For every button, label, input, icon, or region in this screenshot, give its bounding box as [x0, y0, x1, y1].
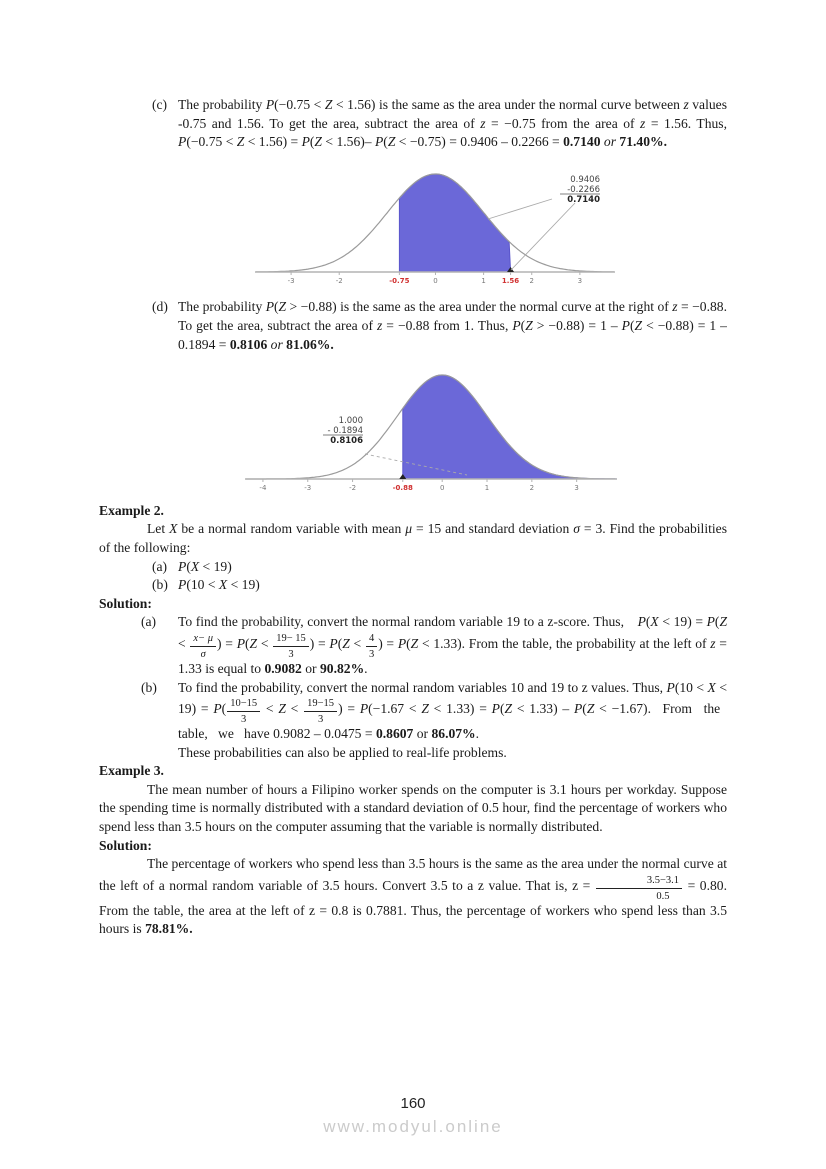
- text-run: < 1.56) =: [244, 134, 302, 150]
- axis-tick-label-red: -0.75: [389, 276, 410, 285]
- axis-tick-label: -3: [287, 276, 295, 285]
- example2-solution-label: Solution:: [99, 595, 152, 611]
- text-run: > −0.88) is the same as the area under the normal curve at the right of: [286, 299, 673, 315]
- example2-sub-a-text: [178, 559, 232, 574]
- text-run: Z: [504, 701, 513, 717]
- text-run: < −1.67). From the table, we have 0.9082 – 0.0475 =: [178, 701, 727, 742]
- text-run: P: [666, 679, 675, 695]
- item-c-text: [178, 97, 727, 149]
- text-run: (: [383, 134, 388, 150]
- text-run: (: [186, 558, 191, 574]
- text-run: 0.9082: [264, 660, 302, 676]
- text-run: P: [265, 97, 275, 112]
- example2-sub-a-label: (a): [152, 558, 168, 574]
- axis-tick-label: 0: [433, 276, 438, 285]
- text-run: < 19) =: [178, 679, 727, 717]
- text-run: (−1.67 <: [368, 701, 422, 717]
- text-run: Z: [421, 701, 429, 717]
- leader-line: [488, 199, 552, 219]
- text-run: z: [710, 635, 716, 651]
- text-run: (10 <: [186, 577, 219, 593]
- text-run: = 1.56. Thus,: [645, 115, 727, 131]
- text-run: = 0.80. From the table, the area at the left of z = 0.8 is 0.7881. Thus, the percentage of workers who spend less than 3.5 hours is: [99, 877, 727, 937]
- text-run: Z: [719, 614, 727, 630]
- text-run: X: [650, 614, 659, 630]
- text-run: P: [491, 701, 500, 717]
- axis-tick-label: 1: [481, 276, 486, 285]
- fraction-numerator: 10−15: [227, 697, 260, 712]
- shaded-area: [403, 375, 617, 479]
- text-run: Let: [147, 521, 170, 537]
- text-run: or: [301, 660, 320, 676]
- fraction-denominator: σ: [200, 648, 206, 660]
- text-run: (: [645, 614, 651, 630]
- annotation-value: 0.9406: [570, 174, 600, 185]
- text-run: ) =: [309, 635, 330, 651]
- text-run: X: [169, 521, 178, 537]
- text-run: P: [573, 701, 583, 717]
- text-run: Z: [278, 299, 287, 315]
- axis-tick-label: 3: [577, 276, 583, 285]
- text-run: P: [213, 701, 222, 717]
- text-run: <: [257, 635, 273, 651]
- normal-curve-chart-between-svg: [255, 170, 615, 285]
- fraction-numerator: 3.5−3.1: [596, 874, 682, 889]
- text-run: z: [480, 115, 486, 131]
- text-run: = −0.88. To get the area, subtract the area of: [178, 299, 727, 333]
- text-run: Z: [525, 317, 533, 333]
- example2-solution-b-text: [178, 680, 727, 742]
- text-run: or: [603, 134, 616, 150]
- text-run: < 19) =: [658, 614, 707, 630]
- normal-curve-chart-right-svg: [245, 368, 617, 492]
- text-run: (: [499, 701, 505, 717]
- paragraph-item-d: [99, 298, 727, 354]
- axis-tick-label: -3: [304, 484, 312, 493]
- axis-tick-label: 2: [529, 276, 534, 285]
- text-run: < 1.33). From the table, the probability at the left of: [418, 635, 711, 651]
- text-run: <: [178, 635, 190, 651]
- text-run: < 19): [199, 558, 232, 574]
- annotation-value: 0.8106: [330, 436, 363, 447]
- text-run: = 3. Find the probabilities of the following:: [99, 521, 727, 555]
- text-run: P: [397, 635, 407, 651]
- text-run: P: [301, 134, 310, 150]
- text-run: The probability: [178, 299, 266, 315]
- text-run: ) =: [217, 635, 237, 651]
- text-run: z: [683, 97, 689, 112]
- text-run: (: [221, 701, 227, 717]
- text-run: P: [706, 614, 715, 630]
- fraction: [596, 874, 682, 902]
- fraction-denominator: 3: [368, 648, 375, 660]
- fraction-numerator: 19− 15: [273, 632, 309, 647]
- text-run: .: [364, 660, 368, 676]
- fraction-numerator: x− μ: [190, 632, 216, 647]
- fraction-numerator: 19−15: [304, 697, 337, 712]
- text-run: (: [520, 317, 526, 333]
- text-run: P: [359, 701, 369, 717]
- axis-tick-label: 0: [439, 484, 445, 493]
- text-run: P: [178, 577, 187, 593]
- text-run: To find the probability, convert the normal random variables 10 and 19 to z values. Thus,: [178, 679, 667, 695]
- example2-sub-b-text: [178, 577, 260, 592]
- text-run: X: [707, 679, 716, 695]
- text-run: P: [637, 614, 646, 630]
- example2-solution-a-label: (a): [141, 614, 157, 630]
- text-run: Z: [342, 635, 350, 651]
- text-run: Z: [410, 635, 419, 651]
- text-run: < −0.88) = 1 – 0.1894 =: [178, 317, 727, 352]
- text-run: < 19): [227, 577, 260, 593]
- text-run: (: [309, 134, 315, 150]
- example2-solution-a-text: [178, 614, 727, 676]
- text-run: Z: [387, 134, 396, 150]
- fraction-denominator: 3: [288, 648, 294, 660]
- normal-curve-chart-right: [245, 368, 727, 498]
- example2-intro: [99, 520, 727, 557]
- example3-paragraph: [99, 781, 727, 837]
- text-run: values -0.75 and 1.56. To get the area, subtract the area of: [178, 97, 727, 131]
- axis-tick-label: 1: [484, 484, 490, 493]
- fraction-denominator: 0.5: [656, 890, 670, 902]
- example2-heading: Example 2.: [99, 502, 164, 518]
- text-run: < 1.56) is the same as the area under the normal curve between: [332, 97, 684, 112]
- text-run: = −0.88 from 1. Thus,: [382, 317, 513, 333]
- text-run: 0.7140: [563, 134, 601, 150]
- text-run: <: [285, 701, 304, 717]
- text-run: < 1.33) =: [428, 701, 492, 717]
- axis-tick-label-red: -0.88: [392, 484, 413, 493]
- text-run: P: [236, 635, 245, 651]
- text-run: .: [475, 726, 480, 742]
- annotation-value: 0.7140: [567, 194, 600, 205]
- text-run: The mean number of hours a Filipino worker spends on the computer is 3.1 hours per workday. Suppose the spending time is normally distributed with a standard deviation of 0.5 hour, find the percentage of workers who spend less than 3.5 hours on the computer assuming that the variable is normally distributed.: [99, 781, 727, 835]
- text-run: P: [178, 134, 187, 150]
- text-run: or: [270, 336, 283, 352]
- axis-tick-label: -2: [335, 276, 343, 285]
- axis-tick-label: -2: [349, 484, 357, 493]
- example3-solution-label: Solution:: [99, 837, 152, 853]
- text-run: Z: [314, 134, 322, 150]
- text-run: σ: [573, 521, 580, 537]
- text-run: z: [672, 299, 678, 315]
- example3-solution-text: [99, 855, 727, 939]
- item-c-label: (c): [152, 97, 168, 112]
- example2-note: [99, 744, 727, 763]
- fraction-denominator: 3: [317, 714, 324, 726]
- text-run: 71.40%.: [619, 134, 667, 150]
- page-content: [99, 96, 727, 939]
- example3-heading: Example 3.: [99, 763, 164, 779]
- text-run: The probability: [178, 97, 266, 112]
- example2-sub-b-label: (b): [152, 577, 168, 593]
- axis-tick-label: -4: [259, 484, 267, 493]
- item-d-text: [178, 299, 727, 351]
- text-run: P: [329, 635, 338, 651]
- text-run: Z: [249, 635, 258, 651]
- text-run: (: [337, 635, 343, 651]
- annotation-value: -0.2266: [567, 184, 600, 195]
- text-run: = 15 and standard deviation: [412, 521, 574, 537]
- axis-tick-label-red: 1.56: [501, 276, 520, 285]
- example2-solution-b: [99, 679, 727, 744]
- fraction: [304, 697, 337, 725]
- item-d-label: (d): [152, 299, 168, 315]
- example2-solution-b-label: (b): [141, 679, 157, 695]
- text-run: = 1.33 is equal to: [178, 635, 727, 676]
- text-run: z: [640, 115, 646, 131]
- text-run: X: [218, 577, 228, 593]
- text-run: X: [190, 558, 200, 574]
- text-run: or: [413, 726, 432, 742]
- text-run: 86.07%: [431, 726, 476, 742]
- text-run: 0.8106: [229, 336, 268, 352]
- text-run: P: [265, 299, 275, 315]
- example2-sub-a: [99, 558, 727, 577]
- text-run: (10 <: [674, 679, 708, 695]
- example2-solution-a: [99, 613, 727, 678]
- example2-sub-b: [99, 576, 727, 595]
- watermark: www.modyul.online: [323, 1117, 503, 1136]
- fraction: [190, 632, 216, 660]
- text-run: (: [714, 614, 720, 630]
- text-run: μ: [405, 521, 413, 537]
- text-run: < −0.75) = 0.9406 – 0.2266 =: [395, 134, 564, 150]
- text-run: Z: [324, 97, 333, 112]
- text-run: (: [629, 317, 635, 333]
- annotation-value: 1.000: [338, 416, 363, 427]
- text-run: 81.06%.: [286, 336, 334, 352]
- text-run: 0.8607: [375, 726, 414, 742]
- text-run: (: [406, 635, 411, 651]
- text-run: z: [376, 317, 383, 333]
- text-run: < 1.56)–: [321, 134, 375, 150]
- text-run: Z: [236, 134, 245, 150]
- text-run: Z: [586, 701, 595, 717]
- shaded-area: [399, 174, 510, 272]
- text-run: (: [245, 635, 250, 651]
- text-run: (: [582, 701, 587, 717]
- leader-line: [511, 203, 575, 270]
- text-run: These probabilities can also be applied to real-life problems.: [178, 744, 507, 760]
- axis-tick-label: 2: [529, 484, 535, 493]
- text-run: = −0.75 from the area of: [485, 115, 641, 131]
- text-run: <: [261, 701, 279, 717]
- axis-tick-label: 3: [574, 484, 579, 493]
- text-run: P: [621, 317, 630, 333]
- page-number: 160: [400, 1095, 426, 1112]
- text-run: P: [374, 134, 384, 150]
- annotation-value: - 0.1894: [327, 426, 363, 437]
- text-run: 90.82%: [319, 660, 365, 676]
- text-run: ) =: [378, 635, 398, 651]
- text-run: < 1.33) –: [512, 701, 574, 717]
- text-run: (−0.75 <: [186, 134, 237, 150]
- paragraph-item-c: [99, 96, 727, 152]
- text-run: The percentage of workers who spend less than 3.5 hours is the same as the area under the normal curve at the left of a normal random variable of 3.5 hours. Convert 3.5 to a z value. That is, z =: [99, 856, 727, 893]
- text-run: (−0.75 <: [274, 97, 325, 112]
- text-run: be a normal random variable with mean: [177, 521, 406, 537]
- text-run: <: [349, 635, 365, 651]
- text-run: Z: [278, 701, 286, 717]
- normal-curve-chart-between: [255, 170, 727, 291]
- fraction: [227, 697, 260, 725]
- text-run: P: [178, 558, 187, 574]
- fraction: [273, 632, 309, 660]
- text-run: P: [512, 317, 521, 333]
- text-run: 78.81%.: [145, 921, 193, 937]
- text-run: Z: [634, 317, 643, 333]
- fraction: [366, 632, 377, 660]
- text-run: > −0.88) = 1 –: [532, 317, 622, 333]
- fraction-denominator: 3: [241, 714, 247, 726]
- fraction-numerator: 4: [366, 632, 377, 647]
- text-run: To find the probability, convert the normal random variable 19 to a z-score. Thus,: [178, 614, 638, 630]
- text-run: ) =: [338, 701, 360, 717]
- text-run: (: [274, 299, 279, 315]
